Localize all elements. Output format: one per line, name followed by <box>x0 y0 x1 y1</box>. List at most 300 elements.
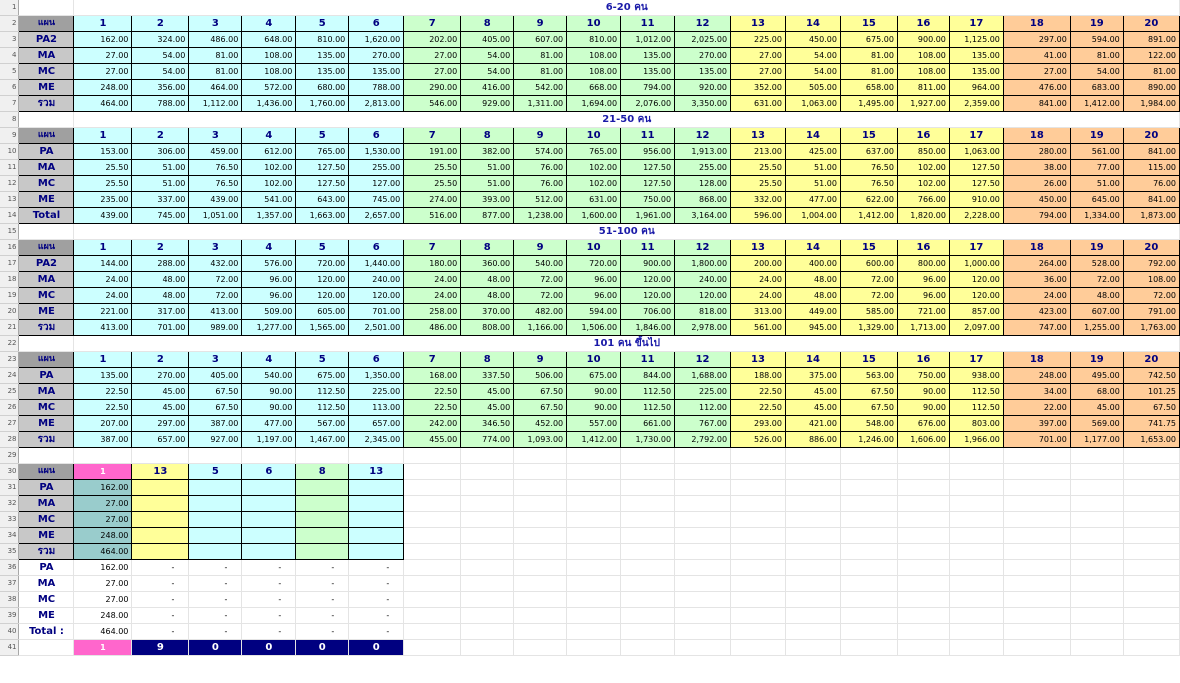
cell[interactable] <box>1123 544 1179 560</box>
data-cell[interactable]: 1,760.00 <box>296 96 349 112</box>
cell[interactable] <box>404 592 461 608</box>
calc-cell[interactable] <box>296 528 349 544</box>
data-cell[interactable]: 2,978.00 <box>675 320 731 336</box>
row-label[interactable]: MA <box>19 160 74 176</box>
data-cell[interactable]: 574.00 <box>514 144 567 160</box>
data-cell[interactable]: 792.00 <box>1123 256 1179 272</box>
data-cell[interactable]: 1,688.00 <box>675 368 731 384</box>
data-cell[interactable]: 27.00 <box>404 64 461 80</box>
data-cell[interactable]: 120.00 <box>621 272 675 288</box>
data-cell[interactable]: 102.00 <box>242 160 296 176</box>
cell[interactable] <box>675 576 731 592</box>
data-cell[interactable]: 135.00 <box>949 64 1003 80</box>
data-cell[interactable]: 34.00 <box>1003 384 1070 400</box>
data-cell[interactable]: 255.00 <box>349 160 404 176</box>
plan-column-number[interactable]: 15 <box>840 16 897 32</box>
cell[interactable] <box>949 464 1003 480</box>
cell[interactable] <box>567 464 621 480</box>
cell[interactable] <box>461 464 514 480</box>
data-cell[interactable]: 387.00 <box>74 432 132 448</box>
row-label[interactable]: MA <box>19 48 74 64</box>
cell[interactable] <box>514 624 567 640</box>
row-header[interactable]: 20 <box>0 304 19 320</box>
data-cell[interactable]: 27.00 <box>731 48 786 64</box>
data-cell[interactable]: 2,657.00 <box>349 208 404 224</box>
cell[interactable] <box>19 448 74 464</box>
data-cell[interactable]: 255.00 <box>675 160 731 176</box>
row-header[interactable]: 25 <box>0 384 19 400</box>
data-cell[interactable]: 81.00 <box>189 48 242 64</box>
plan-column-number[interactable]: 13 <box>731 352 786 368</box>
summary-dash-cell[interactable]: - <box>189 608 242 624</box>
data-cell[interactable]: 750.00 <box>897 368 949 384</box>
data-cell[interactable]: 675.00 <box>296 368 349 384</box>
cell[interactable] <box>1003 608 1070 624</box>
data-cell[interactable]: 288.00 <box>132 256 189 272</box>
plan-column-number[interactable]: 19 <box>1070 240 1123 256</box>
data-cell[interactable]: 81.00 <box>514 48 567 64</box>
data-cell[interactable]: 270.00 <box>675 48 731 64</box>
cell[interactable] <box>74 448 132 464</box>
plan-column-number[interactable]: 13 <box>731 16 786 32</box>
cell[interactable] <box>675 528 731 544</box>
cell[interactable] <box>731 528 786 544</box>
cell[interactable] <box>840 608 897 624</box>
calc-value-cell[interactable]: 27.00 <box>74 512 132 528</box>
data-cell[interactable]: 486.00 <box>404 320 461 336</box>
cell[interactable] <box>404 608 461 624</box>
data-cell[interactable]: 891.00 <box>1123 32 1179 48</box>
data-cell[interactable]: 72.00 <box>514 288 567 304</box>
row-header[interactable]: 11 <box>0 160 19 176</box>
data-cell[interactable]: 1,063.00 <box>949 144 1003 160</box>
data-cell[interactable]: 240.00 <box>349 272 404 288</box>
data-cell[interactable]: 576.00 <box>242 256 296 272</box>
data-cell[interactable]: 135.00 <box>949 48 1003 64</box>
data-cell[interactable]: 750.00 <box>621 192 675 208</box>
data-cell[interactable]: 701.00 <box>132 320 189 336</box>
plan-column-number[interactable]: 9 <box>514 352 567 368</box>
cell[interactable] <box>1123 496 1179 512</box>
data-cell[interactable]: 120.00 <box>675 288 731 304</box>
summary-dash-cell[interactable]: - <box>132 576 189 592</box>
row-header[interactable]: 27 <box>0 416 19 432</box>
cell[interactable] <box>621 544 675 560</box>
cell[interactable] <box>897 544 949 560</box>
data-cell[interactable]: 270.00 <box>349 48 404 64</box>
plan-column-number[interactable]: 15 <box>840 352 897 368</box>
row-header[interactable]: 7 <box>0 96 19 112</box>
data-cell[interactable]: 370.00 <box>461 304 514 320</box>
cell[interactable] <box>949 544 1003 560</box>
cell[interactable] <box>785 592 840 608</box>
plan-column-number[interactable]: 5 <box>296 16 349 32</box>
data-cell[interactable]: 516.00 <box>404 208 461 224</box>
plan-column-number[interactable]: 20 <box>1123 16 1179 32</box>
cell[interactable] <box>1070 464 1123 480</box>
cell[interactable] <box>567 528 621 544</box>
data-cell[interactable]: 683.00 <box>1070 80 1123 96</box>
cell[interactable] <box>731 576 786 592</box>
summary-dash-cell[interactable]: - <box>242 592 296 608</box>
data-cell[interactable]: 51.00 <box>132 160 189 176</box>
cell[interactable] <box>949 576 1003 592</box>
summary-dash-cell[interactable]: - <box>189 576 242 592</box>
data-cell[interactable]: 1,606.00 <box>897 432 949 448</box>
cell[interactable] <box>514 592 567 608</box>
plan-input-cell[interactable]: 8 <box>296 464 349 480</box>
cell[interactable] <box>731 640 786 656</box>
row-label[interactable]: รวม <box>19 320 74 336</box>
data-cell[interactable]: 1,873.00 <box>1123 208 1179 224</box>
data-cell[interactable]: 375.00 <box>785 368 840 384</box>
data-cell[interactable]: 54.00 <box>785 64 840 80</box>
data-cell[interactable]: 413.00 <box>189 304 242 320</box>
row-header[interactable]: 10 <box>0 144 19 160</box>
data-cell[interactable]: 1,495.00 <box>840 96 897 112</box>
calc-value-cell[interactable]: 248.00 <box>74 528 132 544</box>
data-cell[interactable]: 1,800.00 <box>675 256 731 272</box>
cell[interactable] <box>621 560 675 576</box>
summary-dash-cell[interactable]: - <box>242 576 296 592</box>
data-cell[interactable]: 631.00 <box>731 96 786 112</box>
data-cell[interactable]: 127.00 <box>349 176 404 192</box>
data-cell[interactable]: 297.00 <box>1003 32 1070 48</box>
data-cell[interactable]: 120.00 <box>296 288 349 304</box>
calc-cell[interactable] <box>132 512 189 528</box>
data-cell[interactable]: 450.00 <box>785 32 840 48</box>
cell[interactable] <box>1003 624 1070 640</box>
data-cell[interactable]: 76.00 <box>514 176 567 192</box>
data-cell[interactable]: 850.00 <box>897 144 949 160</box>
data-cell[interactable]: 788.00 <box>349 80 404 96</box>
data-cell[interactable]: 920.00 <box>675 80 731 96</box>
summary-dash-cell[interactable]: - <box>349 608 404 624</box>
data-cell[interactable]: 108.00 <box>897 64 949 80</box>
plan-count-cell[interactable]: 0 <box>349 640 404 656</box>
calc-cell[interactable] <box>189 528 242 544</box>
data-cell[interactable]: 572.00 <box>242 80 296 96</box>
cell[interactable] <box>785 464 840 480</box>
cell[interactable] <box>461 480 514 496</box>
cell[interactable] <box>567 480 621 496</box>
data-cell[interactable]: 67.50 <box>840 384 897 400</box>
data-cell[interactable]: 360.00 <box>461 256 514 272</box>
plan-column-number[interactable]: 7 <box>404 16 461 32</box>
data-cell[interactable]: 162.00 <box>74 32 132 48</box>
cell[interactable] <box>840 624 897 640</box>
data-cell[interactable]: 645.00 <box>1070 192 1123 208</box>
data-cell[interactable]: 765.00 <box>567 144 621 160</box>
cell[interactable] <box>949 496 1003 512</box>
plan-column-number[interactable]: 4 <box>242 16 296 32</box>
data-cell[interactable]: 594.00 <box>1070 32 1123 48</box>
data-cell[interactable]: 890.00 <box>1123 80 1179 96</box>
row-header[interactable]: 6 <box>0 80 19 96</box>
row-label[interactable]: PA <box>19 144 74 160</box>
data-cell[interactable]: 81.00 <box>514 64 567 80</box>
data-cell[interactable]: 67.50 <box>840 400 897 416</box>
cell[interactable] <box>675 448 731 464</box>
plan-column-number[interactable]: 19 <box>1070 128 1123 144</box>
summary-value-cell[interactable]: 162.00 <box>74 560 132 576</box>
plan-column-number[interactable]: 12 <box>675 128 731 144</box>
cell[interactable] <box>731 544 786 560</box>
plan-column-number[interactable]: 16 <box>897 16 949 32</box>
data-cell[interactable]: 54.00 <box>1070 64 1123 80</box>
data-cell[interactable]: 135.00 <box>74 368 132 384</box>
data-cell[interactable]: 115.00 <box>1123 160 1179 176</box>
plan-column-number[interactable]: 4 <box>242 240 296 256</box>
cell[interactable] <box>621 528 675 544</box>
data-cell[interactable]: 81.00 <box>1070 48 1123 64</box>
plan-column-number[interactable]: 19 <box>1070 352 1123 368</box>
data-cell[interactable]: 1,412.00 <box>840 208 897 224</box>
cell[interactable] <box>1123 608 1179 624</box>
row-header[interactable]: 16 <box>0 240 19 256</box>
data-cell[interactable]: 1,177.00 <box>1070 432 1123 448</box>
row-label[interactable]: MC <box>19 176 74 192</box>
row-header[interactable]: 15 <box>0 224 19 240</box>
cell[interactable] <box>461 560 514 576</box>
cell[interactable] <box>1070 592 1123 608</box>
plan-column-number[interactable]: 1 <box>74 16 132 32</box>
data-cell[interactable]: 54.00 <box>132 64 189 80</box>
cell[interactable] <box>1003 560 1070 576</box>
cell[interactable] <box>514 544 567 560</box>
data-cell[interactable]: 643.00 <box>296 192 349 208</box>
data-cell[interactable]: 96.00 <box>567 288 621 304</box>
cell[interactable] <box>1123 624 1179 640</box>
row-header[interactable]: 4 <box>0 48 19 64</box>
summary-dash-cell[interactable]: - <box>349 592 404 608</box>
cell[interactable] <box>621 480 675 496</box>
cell[interactable] <box>675 480 731 496</box>
plan-column-number[interactable]: 14 <box>785 128 840 144</box>
row-header[interactable]: 41 <box>0 640 19 656</box>
data-cell[interactable]: 425.00 <box>785 144 840 160</box>
section-title[interactable]: 6-20 คน <box>74 0 1180 16</box>
row-header[interactable]: 1 <box>0 0 19 16</box>
data-cell[interactable]: 112.50 <box>949 400 1003 416</box>
data-cell[interactable]: 720.00 <box>296 256 349 272</box>
data-cell[interactable]: 841.00 <box>1123 192 1179 208</box>
data-cell[interactable]: 90.00 <box>567 384 621 400</box>
cell[interactable] <box>514 528 567 544</box>
plan-count-cell[interactable]: 0 <box>242 640 296 656</box>
cell[interactable] <box>949 560 1003 576</box>
row-label[interactable]: MC <box>19 64 74 80</box>
data-cell[interactable]: 788.00 <box>132 96 189 112</box>
cell[interactable] <box>840 640 897 656</box>
plan-column-number[interactable]: 15 <box>840 128 897 144</box>
plan-column-number[interactable]: 5 <box>296 128 349 144</box>
data-cell[interactable]: 1,246.00 <box>840 432 897 448</box>
cell[interactable] <box>1003 640 1070 656</box>
cell[interactable] <box>514 576 567 592</box>
data-cell[interactable]: 51.00 <box>785 160 840 176</box>
data-cell[interactable]: 54.00 <box>461 64 514 80</box>
calc-cell[interactable] <box>189 480 242 496</box>
data-cell[interactable]: 51.00 <box>461 176 514 192</box>
data-cell[interactable]: 356.00 <box>132 80 189 96</box>
data-cell[interactable]: 2,359.00 <box>949 96 1003 112</box>
data-cell[interactable]: 387.00 <box>189 416 242 432</box>
data-cell[interactable]: 382.00 <box>461 144 514 160</box>
cell[interactable] <box>296 448 349 464</box>
data-cell[interactable]: 416.00 <box>461 80 514 96</box>
cell[interactable] <box>675 560 731 576</box>
data-cell[interactable]: 127.50 <box>949 176 1003 192</box>
cell[interactable] <box>621 592 675 608</box>
data-cell[interactable]: 332.00 <box>731 192 786 208</box>
calc-cell[interactable] <box>189 496 242 512</box>
cell[interactable] <box>461 640 514 656</box>
data-cell[interactable]: 317.00 <box>132 304 189 320</box>
data-cell[interactable]: 741.75 <box>1123 416 1179 432</box>
cell[interactable] <box>1003 464 1070 480</box>
data-cell[interactable]: 67.50 <box>189 400 242 416</box>
plan-column-number[interactable]: 2 <box>132 128 189 144</box>
cell[interactable] <box>461 448 514 464</box>
calc-cell[interactable] <box>189 512 242 528</box>
data-cell[interactable]: 90.00 <box>242 384 296 400</box>
calc-cell[interactable] <box>242 544 296 560</box>
data-cell[interactable]: 766.00 <box>897 192 949 208</box>
data-cell[interactable]: 1,357.00 <box>242 208 296 224</box>
cell[interactable] <box>514 640 567 656</box>
data-cell[interactable]: 346.50 <box>461 416 514 432</box>
selected-plan-cell[interactable]: 1 <box>74 464 132 480</box>
data-cell[interactable]: 45.00 <box>132 400 189 416</box>
data-cell[interactable]: 1,238.00 <box>514 208 567 224</box>
data-cell[interactable]: 857.00 <box>949 304 1003 320</box>
data-cell[interactable]: 280.00 <box>1003 144 1070 160</box>
plan-column-number[interactable]: 3 <box>189 352 242 368</box>
cell[interactable] <box>731 560 786 576</box>
plan-column-number[interactable]: 20 <box>1123 352 1179 368</box>
data-cell[interactable]: 1,506.00 <box>567 320 621 336</box>
cell[interactable] <box>1070 448 1123 464</box>
summary-dash-cell[interactable]: - <box>349 560 404 576</box>
data-cell[interactable]: 886.00 <box>785 432 840 448</box>
data-cell[interactable]: 45.00 <box>785 384 840 400</box>
data-cell[interactable]: 25.50 <box>731 176 786 192</box>
plan-input-cell[interactable]: 13 <box>349 464 404 480</box>
row-header[interactable]: 23 <box>0 352 19 368</box>
cell[interactable] <box>1070 576 1123 592</box>
cell[interactable] <box>1123 560 1179 576</box>
data-cell[interactable]: 1,600.00 <box>567 208 621 224</box>
data-cell[interactable]: 72.00 <box>1123 288 1179 304</box>
plan-label[interactable]: แผน <box>19 128 74 144</box>
cell[interactable] <box>949 608 1003 624</box>
cell[interactable] <box>897 496 949 512</box>
summary-dash-cell[interactable]: - <box>132 608 189 624</box>
cell[interactable] <box>675 544 731 560</box>
data-cell[interactable]: 747.00 <box>1003 320 1070 336</box>
data-cell[interactable]: 794.00 <box>1003 208 1070 224</box>
plan-column-number[interactable]: 6 <box>349 16 404 32</box>
calc-value-cell[interactable]: 162.00 <box>74 480 132 496</box>
calc-cell[interactable] <box>296 544 349 560</box>
plan-label[interactable]: แผน <box>19 464 74 480</box>
data-cell[interactable]: 96.00 <box>897 272 949 288</box>
cell[interactable] <box>461 496 514 512</box>
data-cell[interactable]: 808.00 <box>461 320 514 336</box>
cell[interactable] <box>731 608 786 624</box>
data-cell[interactable]: 400.00 <box>785 256 840 272</box>
data-cell[interactable]: 36.00 <box>1003 272 1070 288</box>
data-cell[interactable]: 1,436.00 <box>242 96 296 112</box>
data-cell[interactable]: 720.00 <box>567 256 621 272</box>
data-cell[interactable]: 96.00 <box>242 272 296 288</box>
cell[interactable] <box>1003 528 1070 544</box>
row-header[interactable]: 37 <box>0 576 19 592</box>
data-cell[interactable]: 90.00 <box>897 400 949 416</box>
data-cell[interactable]: 2,792.00 <box>675 432 731 448</box>
data-cell[interactable]: 90.00 <box>242 400 296 416</box>
data-cell[interactable]: 48.00 <box>461 272 514 288</box>
data-cell[interactable]: 240.00 <box>675 272 731 288</box>
data-cell[interactable]: 1,197.00 <box>242 432 296 448</box>
data-cell[interactable]: 1,412.00 <box>567 432 621 448</box>
data-cell[interactable]: 264.00 <box>1003 256 1070 272</box>
row-header[interactable]: 33 <box>0 512 19 528</box>
row-header[interactable]: 40 <box>0 624 19 640</box>
data-cell[interactable]: 76.50 <box>189 176 242 192</box>
data-cell[interactable]: 841.00 <box>1123 144 1179 160</box>
cell[interactable] <box>949 640 1003 656</box>
cell[interactable] <box>621 448 675 464</box>
data-cell[interactable]: 449.00 <box>785 304 840 320</box>
plan-column-number[interactable]: 8 <box>461 240 514 256</box>
data-cell[interactable]: 1,000.00 <box>949 256 1003 272</box>
cell[interactable] <box>949 592 1003 608</box>
data-cell[interactable]: 248.00 <box>74 80 132 96</box>
data-cell[interactable]: 76.50 <box>840 176 897 192</box>
row-label[interactable]: MC <box>19 512 74 528</box>
summary-dash-cell[interactable]: - <box>132 624 189 640</box>
data-cell[interactable]: 1,961.00 <box>621 208 675 224</box>
data-cell[interactable]: 989.00 <box>189 320 242 336</box>
plan-column-number[interactable]: 1 <box>74 352 132 368</box>
data-cell[interactable]: 1,311.00 <box>514 96 567 112</box>
data-cell[interactable]: 22.50 <box>731 400 786 416</box>
row-header[interactable]: 5 <box>0 64 19 80</box>
cell[interactable] <box>621 624 675 640</box>
data-cell[interactable]: 561.00 <box>1070 144 1123 160</box>
data-cell[interactable]: 22.50 <box>74 400 132 416</box>
row-label[interactable]: รวม <box>19 96 74 112</box>
data-cell[interactable]: 153.00 <box>74 144 132 160</box>
data-cell[interactable]: 248.00 <box>1003 368 1070 384</box>
data-cell[interactable]: 512.00 <box>514 192 567 208</box>
data-cell[interactable]: 3,350.00 <box>675 96 731 112</box>
plan-column-number[interactable]: 2 <box>132 352 189 368</box>
summary-dash-cell[interactable]: - <box>132 560 189 576</box>
data-cell[interactable]: 1,334.00 <box>1070 208 1123 224</box>
data-cell[interactable]: 25.50 <box>74 160 132 176</box>
data-cell[interactable]: 413.00 <box>74 320 132 336</box>
data-cell[interactable]: 464.00 <box>189 80 242 96</box>
data-cell[interactable]: 96.00 <box>567 272 621 288</box>
data-cell[interactable]: 112.50 <box>296 384 349 400</box>
data-cell[interactable]: 22.50 <box>731 384 786 400</box>
data-cell[interactable]: 477.00 <box>242 416 296 432</box>
data-cell[interactable]: 1,012.00 <box>621 32 675 48</box>
data-cell[interactable]: 225.00 <box>349 384 404 400</box>
